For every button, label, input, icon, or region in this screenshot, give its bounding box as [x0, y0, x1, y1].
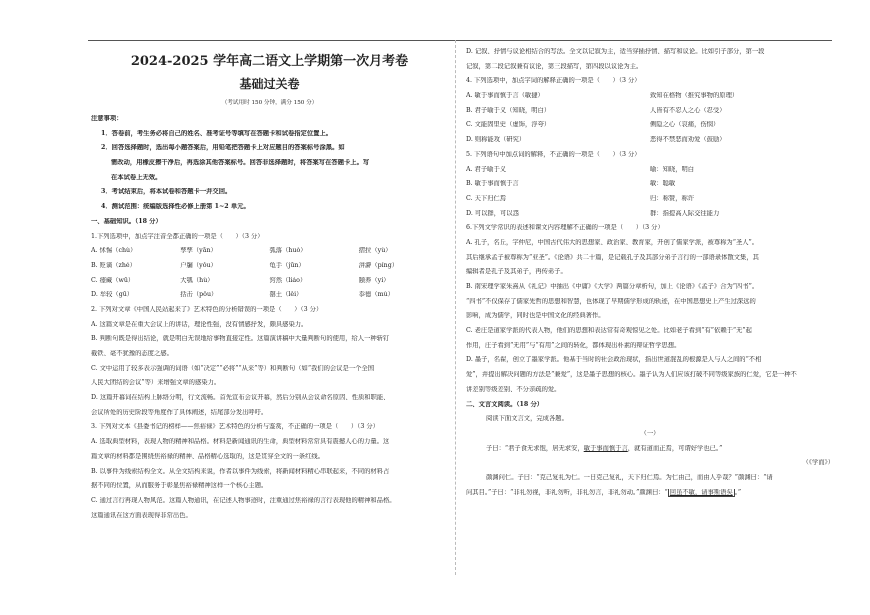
q1-options-a	[91, 247, 448, 256]
q4-option-d	[466, 136, 834, 145]
option-text: B. 敏于事而慎于言	[466, 180, 519, 188]
reading-intro: 阅读下面文言文，完成各题。	[486, 415, 568, 423]
q4-option-c	[466, 121, 834, 130]
notes-item: 1．答卷前，考生务必将自己的姓名、准考证号等填写在答题卡和试卷指定位置上。	[101, 129, 333, 137]
q2-line: C. 文中运用了较多表示强调的词语（如“决定”“必将”“从来”等）和判断句（如“我们的会议是一个全国	[91, 364, 375, 372]
section1-heading: 一、基础知识。（18 分）	[91, 217, 162, 225]
q6-line: 讲差别等级差别、不分亲疏的爱。	[466, 385, 561, 393]
q3-stem: 3. 下列对文本《县委书记的榜样——焦裕禄》艺术特色的分析与鉴赏，不正确的一项是（ ）（3 分）	[91, 423, 379, 431]
q6-line: 爱”，并提出解决问题的方法是“兼爱”，这是墨子思想的核心。墨子认为人们应该打破不同等级家族的仁爱，它是一种不	[466, 371, 797, 379]
notes-item: 需改动，用橡皮擦干净后，再选涂其他答案标号。回答非选择题时，将答案写在答题卡上。写	[111, 159, 370, 167]
option-text: A. 君子喻于义	[466, 165, 507, 173]
q6-line: D. 墨子，名翟，创立了墨家学派。他基于当时的社会政治现状，指出世道混乱的根源是人与人之间的“不相	[466, 356, 762, 364]
option-text: D. 牟较（gū）	[91, 291, 134, 299]
exam-subtitle: 基础过关卷	[239, 77, 300, 91]
option-text: 弧落（huò）	[269, 247, 307, 255]
notes-item: 在本试卷上无效。	[111, 173, 162, 181]
option-text: 致知在格物（推究事物的原理）	[650, 92, 739, 100]
passage-text: 子曰：“君子食无求饱，居无求安，	[486, 444, 584, 452]
option-text: A. 敏于事而慎于言（敏捷）	[466, 92, 544, 100]
option-text: 恶得不禁恶而劝爱（鼓励）	[650, 136, 726, 144]
q3d-line: D. 记叙、抒情与议论相结合的写法。全文以记叙为主，适当穿插抒情、描写和议论。比如引子部分，第一段	[466, 48, 765, 55]
exam-title: 2024-2025 学年高二语文上学期第一次月考卷	[130, 54, 409, 69]
q6-line: 作用，庄子看到“无用”与“有用”之间的转化，都体现出朴素的辩证哲学思想。	[466, 341, 681, 349]
option-text: 侧隐之心（哀痛，伤悯）	[650, 121, 720, 129]
q5-option-a	[466, 166, 834, 175]
q1-options-b	[91, 262, 448, 271]
passage-part-label: （一）	[640, 429, 660, 437]
notes-heading: 注意事项：	[91, 115, 123, 122]
notes-item: 2．回答选择题时，选出每小题答案后，用铅笔把答题卡上对应题目的答案标号涂黑。如	[101, 144, 345, 152]
option-text: 摺拉（yù）	[358, 247, 392, 255]
q1-stem: 1.下列选项中，加点字注音全都正确的一项是（ ）（3 分）	[91, 232, 264, 240]
q2-line: 截铁、毫不犹豫的态度之感。	[91, 350, 173, 357]
option-text: D. 可以群，可以怨	[466, 209, 519, 217]
passage-text: ，就有道而正焉，可谓好学也已。”	[627, 444, 723, 452]
q1-options-d	[91, 291, 448, 300]
option-text: 龟手（jūn）	[269, 261, 305, 269]
option-text: D. 则称能攻（研究）	[466, 136, 526, 144]
q3-line: 篇文章的材料都是围绕焦裕禄的精神、品格精心选取的，这是贯穿全文的一条红线。	[91, 452, 324, 460]
passage-text: 问其目。”子曰：“非礼勿视，非礼勿听，非礼勿言，非礼勿动。”颜渊曰：“	[466, 488, 668, 496]
q3-line: C. 通过言行再现人物风范。这篇人物通讯，在记述人物事迹时，注重通过焦裕禄的言行表现他的精神和品格。	[91, 496, 396, 504]
option-text: C. 文能固里史（虚饰，浮夸）	[466, 121, 551, 129]
section2-heading: 二、文言文阅读。（18 分）	[466, 400, 544, 408]
underlined-sentence: 回虽不敏，请事斯语矣	[669, 488, 733, 496]
q2-line: A. 这篇文章是在重大会议上的讲话，理论性强，没有情感抒发，颇具感染力。	[91, 320, 308, 328]
option-text: 窍然（liáo）	[269, 276, 307, 284]
option-text: 喻：知晓，明白	[650, 165, 695, 173]
q6-line: 编辑者是孔子及其弟子，再传弟子。	[466, 268, 567, 276]
exam-time-note: （考试用时 150 分钟，满分 150 分）	[221, 100, 318, 106]
q4-stem: 4. 下列选项中，加点字词的解释正确的一项是（ ）（3 分）	[466, 77, 641, 85]
option-text: 群：指提高人际交往能力	[650, 209, 720, 217]
underlined-sentence: 敏于事而慎于言	[583, 444, 628, 452]
notes-item: 3．考试结束后，将本试卷和答题卡一并交回。	[101, 188, 232, 196]
notes-item: 4．测试范围：统编版选择性必修上册第 1~2 单元。	[101, 203, 250, 211]
q6-line: B. 南宋理学家朱熹从《礼记》中抽出《中庸》《大学》两篇分章析句，加上《论语》《孟子》合为“四书”。	[466, 283, 759, 290]
q2-line: 会议所处的历史阶段等角度作了具体阐述，结尾部分发出呼吁。	[91, 408, 268, 416]
passage-line	[466, 489, 834, 498]
q6-line: C. 老庄是道家学派的代表人物，他们的思想和表达常有奇观惊见之处。比如老子看到“有”依赖于“无”起	[466, 327, 752, 335]
q6-line: A. 孔子，名丘，字仲尼，中国古代伟大的思想家、政治家、教育家，开创了儒家学派，被尊称为“圣人”。	[466, 238, 759, 246]
q5-option-c	[466, 195, 834, 204]
q6-line: 其后继承孟子被尊称为“亚圣”。《论语》共二十篇，是记载孔子及其部分弟子言行的一部语录体散文集，其	[466, 253, 759, 261]
passage-line	[466, 445, 834, 454]
q3-line: A. 选取典型材料，表现人物的精神和品格。材料是新闻通讯的生命，典型材料常常具有震撼人心的力量。这	[91, 438, 390, 446]
option-text: B. 君子喻于义（知晓，明白）	[466, 106, 551, 114]
q6-line: “四书”不仅保存了儒家先哲的思想和智慧，也体现了早期儒学形成的轨迹，在中国思想史上产生过深远的	[466, 297, 756, 305]
option-text: 忝德（mù）	[358, 291, 394, 299]
option-text: C. 天下归仁焉	[466, 194, 507, 202]
option-text: 人皆有不忍人之心（忍受）	[650, 106, 726, 114]
option-text: 归：称赞，称许	[650, 194, 695, 202]
q2-stem: 2. 下列对文章《中国人民站起来了》艺术特色的分析错误的一项是（ ）（3 分）	[91, 305, 323, 313]
option-text: 颐养（yí）	[358, 276, 390, 284]
option-text: 括击（pǒu）	[180, 291, 218, 299]
option-text: 敏：聪敏	[650, 180, 676, 188]
option-text: C. 瘗藏（wū）	[91, 276, 135, 284]
q2-line: D. 这篇开幕词在结构上脉络分明，行文流畅。首先宣布会议开幕，然后分别从会议命名原因、性质和职能、	[91, 394, 390, 402]
option-text: 罄土（lěi）	[269, 291, 303, 299]
passage-text: 。”	[734, 488, 742, 496]
option-text: 洴澼（píng）	[358, 261, 399, 269]
q1-options-c	[91, 277, 448, 286]
q3-line: 这篇通讯在这方面表现得非常出色。	[91, 511, 192, 519]
q5-option-d	[466, 210, 834, 219]
column-divider	[455, 40, 456, 575]
option-text: 孳孳（yān）	[180, 247, 217, 255]
right-column	[466, 48, 834, 503]
option-text: 户牖（yǒu）	[180, 261, 217, 269]
q3-line: 据不同的位置，从而服务于彰显焦裕禄精神这样一个核心主题。	[91, 482, 268, 490]
option-text: A. 怵惕（chù）	[91, 247, 137, 255]
q2-line: B. 判断句既是得出结论，就是明白无误地给事物直接定性。这篇演讲稿中大量判断句的使用，给人一种斩钉	[91, 335, 390, 343]
q6-line: 影响，成为儒学，同时也是中国文化的经典著作。	[466, 312, 605, 320]
option-text: 大瓠（hù）	[180, 276, 214, 284]
option-text: B. 贬谪（zhé）	[91, 261, 136, 269]
q5-option-b	[466, 180, 834, 189]
q5-stem: 5. 下列语句中加点词的解释，不正确的一项是（ ）（3 分）	[466, 150, 641, 158]
q4-option-a	[466, 92, 834, 101]
left-column	[91, 48, 448, 526]
q3d-line: 记叙，第二段记叙兼有议论，第三段描写，第四段以议论为主。	[466, 62, 643, 70]
passage-source: （《学而》）	[802, 459, 834, 467]
q3-line: B. 以事件为线索结构全文。从全文结构来说，作者以事件为线索，将新闻材料精心串联起来，不同的材料占	[91, 467, 390, 475]
passage-line: 颜渊问仁。子曰：“克己复礼为仁。一日克己复礼，天下归仁焉。为仁由己，而由人乎哉？”颜渊曰：“请	[486, 473, 773, 481]
q4-option-b	[466, 107, 834, 116]
q2-line: 人民大团结的会议”等）来增强文章的感染力。	[91, 379, 221, 387]
q6-stem: 6.下列文学常识的表述和课文内容理解不正确的一项是（ ）（3 分）	[466, 224, 664, 232]
top-rule	[88, 40, 832, 41]
